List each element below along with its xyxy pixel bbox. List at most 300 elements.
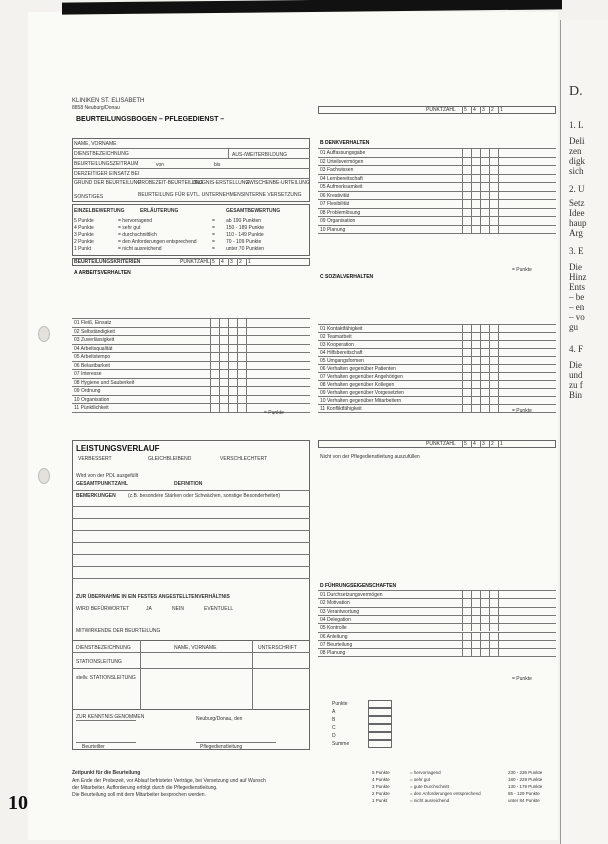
score-cell[interactable]	[246, 361, 247, 370]
score-cell[interactable]	[498, 225, 499, 234]
score-cell[interactable]	[462, 356, 463, 364]
score-cell[interactable]	[237, 361, 238, 370]
score-cell[interactable]	[246, 395, 247, 404]
score-col-divider	[471, 106, 472, 114]
score-cell[interactable]	[219, 395, 220, 404]
score-cell[interactable]	[480, 157, 481, 166]
score-cell[interactable]	[462, 332, 463, 340]
criterion-label: 10 Organisation	[74, 396, 110, 403]
score-cell[interactable]	[246, 335, 247, 344]
score-cell[interactable]	[219, 352, 220, 361]
score-cell[interactable]	[489, 372, 490, 380]
score-col-divider	[462, 106, 463, 114]
score-cell[interactable]	[471, 174, 472, 183]
score-cell[interactable]	[462, 191, 463, 200]
bemerkungen-line[interactable]	[72, 506, 310, 507]
score-cell[interactable]	[210, 327, 211, 336]
score-cell[interactable]	[498, 590, 499, 598]
score-cell[interactable]	[489, 324, 490, 332]
criterion-label: 01 Fleiß, Einsatz	[74, 320, 112, 326]
score-cell[interactable]	[246, 369, 247, 378]
score-cell[interactable]	[462, 216, 463, 225]
score-cell[interactable]	[498, 648, 499, 656]
score-cell[interactable]	[480, 148, 481, 157]
score-cell[interactable]	[219, 327, 220, 336]
score-cell[interactable]	[489, 348, 490, 356]
score-cell[interactable]	[237, 318, 238, 327]
grade-cell[interactable]	[368, 740, 392, 748]
score-cell[interactable]	[228, 369, 229, 378]
score-cell[interactable]	[480, 174, 481, 183]
legend-meaning: = hervorragend	[410, 770, 441, 775]
score-cell[interactable]	[489, 216, 490, 225]
score-cell[interactable]	[462, 404, 463, 412]
score-cell[interactable]	[489, 590, 490, 598]
facing-page-text: Die	[569, 360, 582, 370]
criterion-row-line	[318, 364, 556, 365]
score-cell[interactable]	[246, 352, 247, 361]
unterschrift-col: UNTERSCHRIFT	[258, 645, 297, 651]
score-cell[interactable]	[480, 340, 481, 348]
score-cell[interactable]	[489, 632, 490, 640]
score-cell[interactable]	[480, 615, 481, 623]
score-cell[interactable]	[489, 174, 490, 183]
score-cell[interactable]	[219, 378, 220, 387]
score-cell[interactable]	[462, 632, 463, 640]
score-cell[interactable]	[489, 199, 490, 208]
score-col-3: 3	[230, 259, 233, 265]
section-c-title: C SOZIALVERHALTEN	[320, 274, 374, 280]
score-cell[interactable]	[237, 386, 238, 395]
score-cell[interactable]	[228, 403, 229, 412]
score-cell[interactable]	[471, 388, 472, 396]
score-cell[interactable]	[489, 388, 490, 396]
score-cell[interactable]	[462, 148, 463, 157]
legend-meaning: = nicht ausreichend	[410, 798, 450, 803]
bemerkungen-line[interactable]	[72, 542, 310, 543]
score-cell[interactable]	[246, 327, 247, 336]
score-cell[interactable]	[462, 607, 463, 615]
score-cell[interactable]	[480, 225, 481, 234]
score-cell[interactable]	[462, 348, 463, 356]
score-cell[interactable]	[462, 208, 463, 217]
criterion-label: 10 Verhalten gegenüber Mitarbeitern	[320, 398, 402, 404]
personal-field-line[interactable]	[72, 158, 310, 159]
score-cell[interactable]	[471, 615, 472, 623]
score-cell[interactable]	[498, 623, 499, 631]
beurteilter-label: Beurteilter	[82, 744, 105, 750]
score-cell[interactable]	[489, 208, 490, 217]
score-cell[interactable]	[471, 332, 472, 340]
legend-range: 130 - 179 Punkte	[508, 784, 543, 789]
score-cell[interactable]	[498, 332, 499, 340]
score-cell[interactable]	[498, 208, 499, 217]
criterion-row-line	[72, 352, 310, 353]
score-cell[interactable]	[210, 318, 211, 327]
score-cell[interactable]	[498, 640, 499, 648]
punch-hole-icon	[38, 326, 50, 342]
score-cell[interactable]	[237, 403, 238, 412]
score-cell[interactable]	[246, 318, 247, 327]
criterion-row-line	[318, 396, 556, 397]
score-cell[interactable]	[498, 372, 499, 380]
score-cell[interactable]	[480, 372, 481, 380]
score-cell[interactable]	[480, 632, 481, 640]
score-cell[interactable]	[237, 327, 238, 336]
grund-opt-3[interactable]: ZWISCHENBE-URTEILUNG	[246, 180, 310, 186]
facing-page-text: Arg	[569, 228, 583, 238]
bemerkungen-line[interactable]	[72, 578, 310, 579]
criterion-label: 09 Ordnung	[74, 388, 101, 394]
personal-field-line[interactable]	[72, 148, 310, 149]
score-cell[interactable]	[462, 648, 463, 656]
score-cell[interactable]	[489, 225, 490, 234]
score-cell[interactable]	[498, 174, 499, 183]
score-col-divider	[237, 258, 238, 266]
score-cell[interactable]	[471, 590, 472, 598]
score-cell[interactable]	[489, 404, 490, 412]
score-cell[interactable]	[462, 199, 463, 208]
score-cell[interactable]	[228, 344, 229, 353]
rating-eq: =	[212, 218, 215, 224]
criterion-row-line	[72, 378, 310, 379]
rating-eq: =	[212, 239, 215, 245]
score-cell[interactable]	[489, 648, 490, 656]
score-cell[interactable]	[237, 352, 238, 361]
rating-eq: =	[212, 232, 215, 238]
criterion-row-line	[318, 332, 556, 333]
score-cell[interactable]	[219, 361, 220, 370]
score-cell[interactable]	[489, 615, 490, 623]
score-cell[interactable]	[489, 356, 490, 364]
score-cell[interactable]	[480, 199, 481, 208]
score-cell[interactable]	[219, 318, 220, 327]
score-cell[interactable]	[210, 369, 211, 378]
score-cell[interactable]	[210, 352, 211, 361]
score-cell[interactable]	[246, 403, 247, 412]
score-cell[interactable]	[471, 640, 472, 648]
gesamtbewertung-header: GESAMTBEWERTUNG	[226, 208, 281, 214]
score-cell[interactable]	[480, 598, 481, 606]
score-cell[interactable]	[228, 386, 229, 395]
score-cell[interactable]	[246, 378, 247, 387]
score-cell[interactable]	[498, 598, 499, 606]
section-b-punkte: = Punkte	[512, 267, 532, 273]
score-cell[interactable]	[489, 380, 490, 388]
criterion-row-line	[318, 404, 556, 405]
score-cell[interactable]	[498, 364, 499, 372]
score-cell[interactable]	[219, 344, 220, 353]
bemerkungen-line[interactable]	[72, 530, 310, 531]
score-cell[interactable]	[237, 369, 238, 378]
criterion-label: 06 Anleitung	[320, 633, 348, 640]
criterion-row-line	[72, 344, 310, 345]
name-vorname-col: NAME, VORNAME	[174, 645, 217, 651]
score-cell[interactable]	[471, 648, 472, 656]
criterion-label: 05 Kontrolle	[320, 625, 347, 632]
score-cell[interactable]	[471, 208, 472, 217]
score-cell[interactable]	[498, 182, 499, 191]
score-cell[interactable]	[471, 191, 472, 200]
score-cell[interactable]	[471, 364, 472, 372]
criterion-row-line	[318, 348, 556, 349]
score-cell[interactable]	[471, 216, 472, 225]
score-cell[interactable]	[480, 388, 481, 396]
score-cell[interactable]	[462, 174, 463, 183]
score-cell[interactable]	[489, 165, 490, 174]
opt-gleichbleibend[interactable]: GLEICHBLEIBEND	[148, 456, 192, 462]
facing-page-text: zu f	[569, 380, 583, 390]
score-cell[interactable]	[471, 157, 472, 166]
score-cell[interactable]	[480, 364, 481, 372]
score-cell[interactable]	[480, 208, 481, 217]
score-cell[interactable]	[237, 335, 238, 344]
criterion-row-line	[318, 148, 556, 149]
score-col-4: 4	[473, 441, 476, 447]
score-cell[interactable]	[246, 386, 247, 395]
criterion-row-line	[318, 372, 556, 373]
erlaeuterung-header: ERLÄUTERUNG	[140, 208, 179, 214]
score-col-4: 4	[473, 107, 476, 113]
score-cell[interactable]	[462, 324, 463, 332]
score-cell[interactable]	[228, 352, 229, 361]
score-cell[interactable]	[498, 199, 499, 208]
score-cell[interactable]	[480, 191, 481, 200]
score-cell[interactable]	[489, 623, 490, 631]
bemerkungen-line[interactable]	[72, 554, 310, 555]
criterion-row-line	[318, 356, 556, 357]
score-cell[interactable]	[489, 640, 490, 648]
grund-label: GRUND DER BEURTEILUNG	[74, 180, 142, 186]
score-cell[interactable]	[480, 348, 481, 356]
rating-meaning: = den Anforderungen entsprechend	[118, 239, 197, 245]
facing-page-text: zen	[569, 146, 582, 156]
grade-cell[interactable]	[368, 716, 392, 724]
page-number: 10	[8, 792, 28, 814]
criterion-label: 06 Belastbarkeit	[74, 362, 110, 369]
score-cell[interactable]	[498, 191, 499, 200]
criterion-row-line	[318, 632, 556, 633]
personal-field-line[interactable]	[72, 178, 310, 179]
score-cell[interactable]	[480, 356, 481, 364]
eventuell-option[interactable]: EVENTUELL	[204, 606, 234, 612]
score-cell[interactable]	[480, 332, 481, 340]
score-cell[interactable]	[228, 327, 229, 336]
score-cell[interactable]	[462, 372, 463, 380]
score-cell[interactable]	[462, 615, 463, 623]
grade-cell[interactable]	[368, 724, 392, 732]
score-cell[interactable]	[462, 340, 463, 348]
score-cell[interactable]	[471, 225, 472, 234]
bemerkungen-line[interactable]	[72, 566, 310, 567]
score-cell[interactable]	[480, 623, 481, 631]
criterion-label: 06 Verhalten gegenüber Patienten	[320, 366, 396, 372]
score-cell[interactable]	[210, 378, 211, 387]
score-cell[interactable]	[498, 380, 499, 388]
criterion-row-line	[318, 199, 556, 200]
criterion-label: 02 Selbständigkeit	[74, 328, 115, 335]
score-cell[interactable]	[471, 165, 472, 174]
criterion-row-line	[318, 340, 556, 341]
score-cell[interactable]	[210, 361, 211, 370]
score-cell[interactable]	[480, 607, 481, 615]
score-cell[interactable]	[471, 340, 472, 348]
score-cell[interactable]	[246, 344, 247, 353]
score-cell[interactable]	[471, 356, 472, 364]
score-col-divider	[219, 258, 220, 266]
facing-page-text: 3. E	[569, 246, 584, 256]
score-cell[interactable]	[480, 165, 481, 174]
score-cell[interactable]	[228, 318, 229, 327]
score-cell[interactable]	[219, 335, 220, 344]
score-col-5: 5	[212, 259, 215, 265]
score-cell[interactable]	[498, 615, 499, 623]
criterion-row-line	[318, 656, 556, 657]
score-cell[interactable]	[480, 396, 481, 404]
score-cell[interactable]	[219, 386, 220, 395]
score-cell[interactable]	[462, 182, 463, 191]
criterion-row-line	[318, 590, 556, 591]
punch-hole-icon	[38, 468, 50, 484]
score-cell[interactable]	[228, 378, 229, 387]
score-cell[interactable]	[480, 640, 481, 648]
score-cell[interactable]	[480, 216, 481, 225]
score-cell[interactable]	[471, 404, 472, 412]
score-cell[interactable]	[471, 199, 472, 208]
criterion-label: 01 Kontaktfähigkeit	[320, 326, 363, 332]
criterion-label: 08 Planung	[320, 650, 346, 657]
score-cell[interactable]	[210, 344, 211, 353]
criterion-row-line	[72, 369, 310, 370]
opt-verschlechtert[interactable]: VERSCHLECHTERT	[220, 456, 268, 462]
score-cell[interactable]	[480, 182, 481, 191]
score-cell[interactable]	[462, 598, 463, 606]
score-cell[interactable]	[480, 380, 481, 388]
score-cell[interactable]	[498, 388, 499, 396]
score-cell[interactable]	[228, 361, 229, 370]
score-cell[interactable]	[219, 403, 220, 412]
score-cell[interactable]	[489, 607, 490, 615]
score-cell[interactable]	[210, 335, 211, 344]
score-col-divider	[471, 440, 472, 448]
score-cell[interactable]	[471, 607, 472, 615]
grund-opt-1[interactable]: PROBEZEIT-BEURTEILUNG	[138, 180, 204, 186]
score-cell[interactable]	[237, 344, 238, 353]
grade-cell[interactable]	[368, 708, 392, 716]
score-cell[interactable]	[498, 348, 499, 356]
rating-range: ab 190 Punkten	[226, 218, 262, 224]
score-cell[interactable]	[462, 157, 463, 166]
score-cell[interactable]	[210, 386, 211, 395]
score-cell[interactable]	[498, 404, 499, 412]
grade-cell[interactable]	[368, 732, 392, 740]
score-cell[interactable]	[471, 148, 472, 157]
score-cell[interactable]	[462, 364, 463, 372]
score-cell[interactable]	[237, 395, 238, 404]
score-cell[interactable]	[489, 396, 490, 404]
score-cell[interactable]	[471, 632, 472, 640]
facing-page-text: Bin	[569, 390, 583, 400]
criterion-row-line	[318, 233, 556, 234]
score-cell[interactable]	[480, 590, 481, 598]
score-cell[interactable]	[471, 598, 472, 606]
score-cell[interactable]	[480, 404, 481, 412]
befuerwortet-label: WIRD BEFÜRWORTET	[76, 606, 130, 612]
score-cell[interactable]	[462, 623, 463, 631]
score-cell[interactable]	[219, 369, 220, 378]
score-cell[interactable]	[462, 396, 463, 404]
score-cell[interactable]	[471, 380, 472, 388]
score-cell[interactable]	[498, 356, 499, 364]
facing-page-text: Ents	[569, 282, 586, 292]
criterion-row-line	[72, 386, 310, 387]
score-cell[interactable]	[462, 225, 463, 234]
bemerkungen-line[interactable]	[72, 518, 310, 519]
score-cell[interactable]	[489, 191, 490, 200]
score-cell[interactable]	[489, 340, 490, 348]
score-cell[interactable]	[498, 607, 499, 615]
score-cell[interactable]	[489, 157, 490, 166]
criterion-row-line	[318, 607, 556, 608]
score-cell[interactable]	[498, 632, 499, 640]
score-cell[interactable]	[498, 157, 499, 166]
nein-option[interactable]: NEIN	[172, 606, 184, 612]
score-cell[interactable]	[489, 182, 490, 191]
score-cell[interactable]	[471, 396, 472, 404]
criterion-label: 02 Urteilsvermögen	[320, 158, 364, 165]
ja-option[interactable]: JA	[146, 606, 152, 612]
score-cell[interactable]	[237, 378, 238, 387]
facing-page-text: 2. U	[569, 184, 585, 194]
score-cell[interactable]	[228, 395, 229, 404]
score-cell[interactable]	[228, 335, 229, 344]
score-cell[interactable]	[471, 372, 472, 380]
legend-points: 2 Punkte	[372, 791, 390, 796]
criterion-label: 07 Verhalten gegenüber Angehörigen	[320, 374, 403, 380]
score-cell[interactable]	[471, 623, 472, 631]
score-cell[interactable]	[210, 395, 211, 404]
score-cell[interactable]	[471, 324, 472, 332]
score-cell[interactable]	[489, 364, 490, 372]
score-cell[interactable]	[480, 324, 481, 332]
score-cell[interactable]	[489, 598, 490, 606]
score-cell[interactable]	[498, 216, 499, 225]
criterion-label: 01 Auffassungsgabe	[320, 150, 366, 156]
score-cell[interactable]	[489, 148, 490, 157]
grade-cell[interactable]	[368, 700, 392, 708]
opt-verbessert[interactable]: VERBESSERT	[78, 456, 112, 462]
score-cell[interactable]	[498, 340, 499, 348]
personal-field-line[interactable]	[72, 168, 310, 169]
grund-opt-2[interactable]: ZEUGNIS-ERSTELLUNG	[192, 180, 250, 186]
facing-page-text: 4. F	[569, 344, 584, 354]
score-cell[interactable]	[471, 348, 472, 356]
score-cell[interactable]	[462, 640, 463, 648]
score-cell[interactable]	[489, 332, 490, 340]
score-cell[interactable]	[498, 396, 499, 404]
score-cell[interactable]	[462, 165, 463, 174]
score-cell[interactable]	[462, 388, 463, 396]
score-cell[interactable]	[210, 403, 211, 412]
score-cell[interactable]	[471, 182, 472, 191]
score-col-divider	[498, 106, 499, 114]
score-cell[interactable]	[480, 648, 481, 656]
score-cell[interactable]	[498, 165, 499, 174]
score-cell[interactable]	[462, 590, 463, 598]
score-cell[interactable]	[462, 380, 463, 388]
score-cell[interactable]	[498, 148, 499, 157]
score-cell[interactable]	[498, 324, 499, 332]
